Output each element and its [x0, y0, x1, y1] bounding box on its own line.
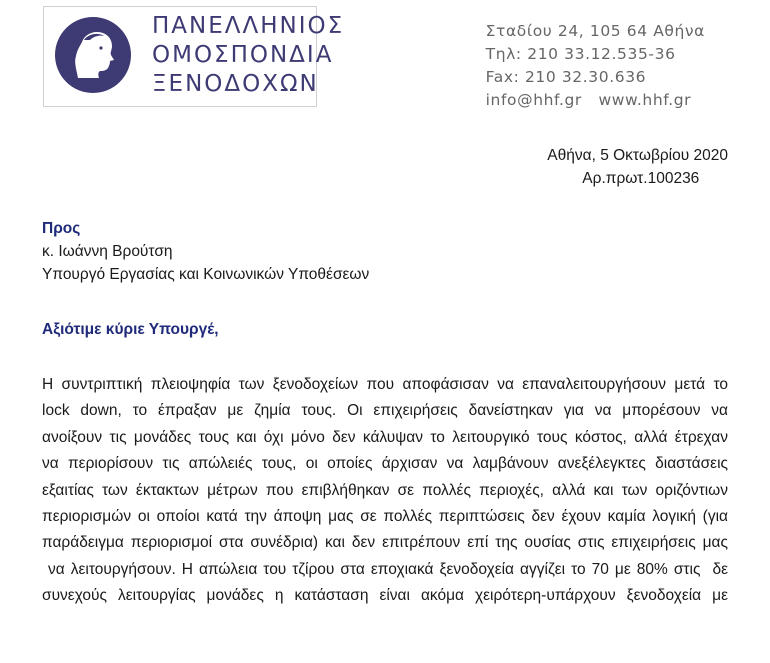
body-line: Η συντριπτική πλειοψηφία των ξενοδοχείων που αποφάσισαν να επαναλειτουργήσουν μετά το: [42, 376, 728, 393]
contact-email-web: info@hhf.gr www.hhf.gr: [485, 91, 692, 109]
logo-line-1: ΠΑΝΕΛΛΗΝΙΟΣ: [152, 13, 345, 39]
body-line: παράδειγμα περιορισμοί στα συνέδρια) και δεν επιτρέπουν επί της ουσίας στις επιχειρήσεις μας: [42, 534, 728, 552]
letter-body: [42, 372, 728, 610]
profile-emblem-icon: [54, 16, 132, 94]
logo-line-2: ΟΜΟΣΠΟΝΔΙΑ: [152, 42, 334, 68]
body-line: να λειτουργήσουν. Η απώλεια του τζίρου στα εποχιακά ξενοδοχεία αγγίζει το 70 με 80% στις δε: [42, 560, 728, 578]
body-line: συνεχούς λειτουργίας μονάδες η κατάσταση είναι ακόμα χειρότερη-υπάρχουν ξενοδοχεία με: [42, 587, 728, 605]
recipient-title: Υπουργό Εργασίας και Κοινωνικών Υποθέσεων: [42, 266, 370, 283]
logo-wordmark: [152, 12, 344, 99]
contact-phone: Τηλ: 210 33.12.535-36: [485, 45, 676, 63]
letter-date: Αθήνα, 5 Οκτωβρίου 2020: [547, 147, 728, 164]
recipient-name: κ. Ιωάννη Βρούτση: [42, 243, 173, 260]
recipient-to-label: Προς: [42, 220, 81, 237]
contact-address: Σταδίου 24, 105 64 Αθήνα: [485, 22, 705, 40]
logo-line-3: ΞΕΝΟΔΟΧΩΝ: [152, 71, 319, 97]
body-line: ανοίξουν τις μονάδες τους και όχι μόνο δεν κάλυψαν το λειτουργικό τους κόστος, αλλά έτρεχαν: [42, 428, 728, 446]
contact-fax: Fax: 210 32.30.636: [485, 68, 647, 86]
body-line: να περιορίσουν τις απώλειές τους, οι οποίες άρχισαν να λαμβάνουν ανεξέλεγκτες διαστάσεις: [42, 455, 728, 473]
recipient-block: [42, 217, 369, 286]
contact-block: [486, 20, 705, 112]
body-line: lock down, το έπραξαν με ζημία τους. Οι επιχειρήσεις δανείστηκαν για να μπορέσουν να: [42, 402, 728, 420]
letter-meta: [547, 144, 728, 190]
letterhead-logo: [43, 6, 345, 107]
body-line: εξαιτίας των έκτακτων μέτρων που επιβλήθηκαν σε πολλές περιοχές, αλλά και των οριζόντιων: [42, 481, 728, 499]
body-line: περιορισμών οι οποίοι κατά την άποψη μας σε πολλές περιπτώσεις δεν έχουν καμία λογική (για: [42, 508, 728, 526]
protocol-number: Αρ.πρωτ.100236: [582, 170, 700, 187]
salutation: Αξιότιμε κύριε Υπουργέ,: [42, 321, 219, 338]
